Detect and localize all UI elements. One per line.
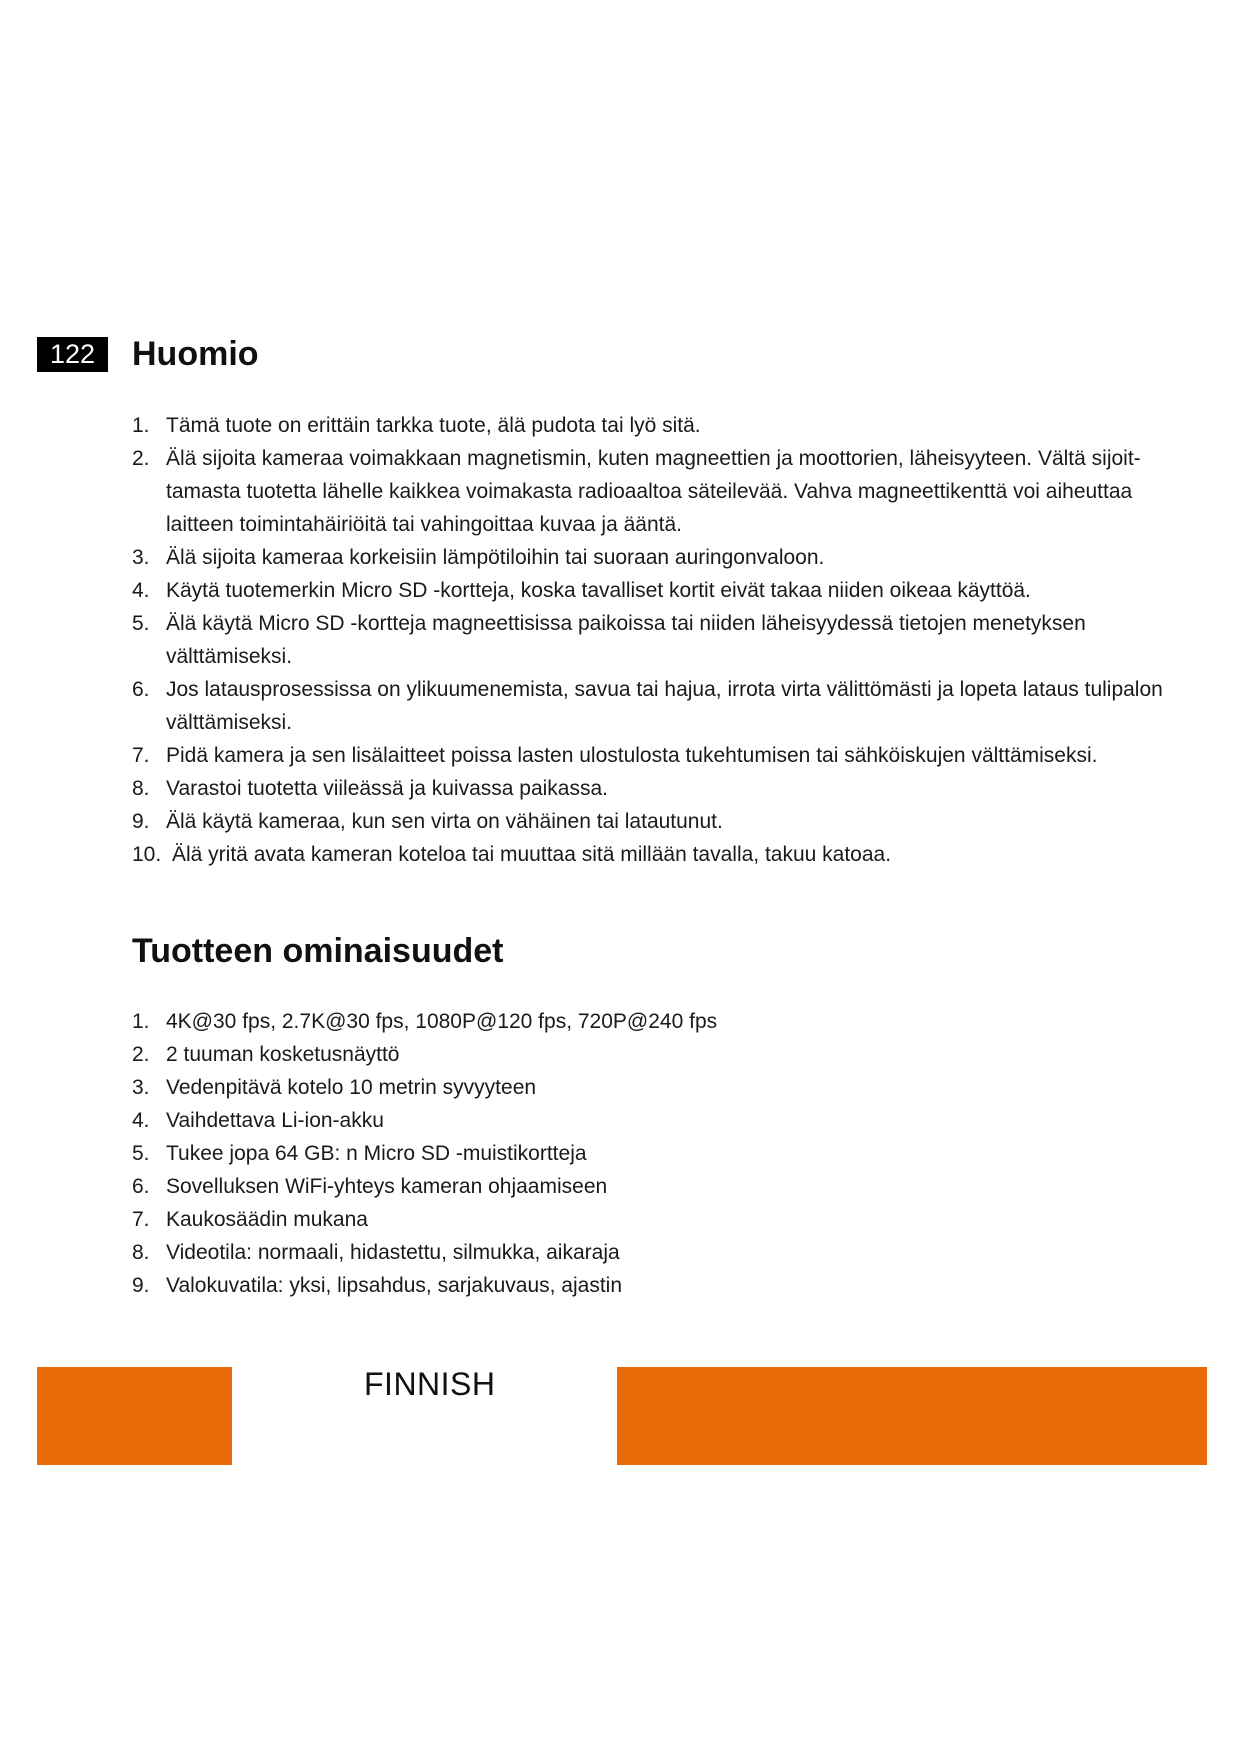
list-item	[132, 409, 1172, 442]
item-text: Älä sijoita kameraa voimakkaan magnetismin, kuten magneettien ja moottorien, läheisyyteen. Vältä sijoit-tamasta tuotetta lähelle kaikkea voimakasta radioaaltoa säteilevää. Vahva magneettikenttä voi aiheuttaa laitteen toimintahäiriöitä tai vahingoittaa kuvaa ja ääntä.	[166, 447, 1141, 536]
list-item	[132, 1038, 1172, 1071]
item-text: Älä yritä avata kameran koteloa tai muuttaa sitä millään tavalla, takuu katoaa.	[172, 843, 892, 866]
item-number: 4.	[132, 579, 150, 602]
list-item	[132, 607, 1172, 673]
item-text: Älä sijoita kameraa korkeisiin lämpötiloihin tai suoraan auringonvaloon.	[166, 546, 825, 569]
footer-accent-bar-right	[617, 1367, 1207, 1465]
item-number: 9.	[132, 1274, 150, 1297]
list-item	[132, 838, 1172, 871]
footer-accent-bar-left	[37, 1367, 232, 1465]
item-text: Sovelluksen WiFi-yhteys kameran ohjaamiseen	[166, 1175, 608, 1198]
item-text: Älä käytä Micro SD -kortteja magneettisissa paikoissa tai niiden läheisyydessä tietojen menetyksen välttämiseksi.	[166, 612, 1086, 668]
notice-list	[132, 409, 1172, 871]
item-number: 3.	[132, 546, 150, 569]
item-number: 6.	[132, 678, 150, 701]
item-number: 3.	[132, 1076, 150, 1099]
item-text: Tukee jopa 64 GB: n Micro SD -muistikortteja	[166, 1142, 587, 1165]
item-text: 4K@30 fps, 2.7K@30 fps, 1080P@120 fps, 720P@240 fps	[166, 1010, 718, 1033]
list-item	[132, 541, 1172, 574]
item-number: 8.	[132, 777, 150, 800]
item-number: 9.	[132, 810, 150, 833]
item-number: 7.	[132, 1208, 150, 1231]
item-text: Videotila: normaali, hidastettu, silmukka, aikaraja	[166, 1241, 620, 1264]
item-number: 10.	[132, 843, 162, 866]
list-item	[132, 772, 1172, 805]
list-item	[132, 673, 1172, 739]
item-text: Jos latausprosessissa on ylikuumenemista, savua tai hajua, irrota virta välittömästi ja lopeta lataus tulipalon välttämiseksi.	[166, 678, 1163, 734]
list-item	[132, 1203, 1172, 1236]
list-item	[132, 442, 1172, 541]
item-number: 2.	[132, 1043, 150, 1066]
item-number: 4.	[132, 1109, 150, 1132]
item-number: 5.	[132, 612, 150, 635]
features-list	[132, 1005, 1172, 1302]
page-number: 122	[37, 337, 108, 372]
list-item	[132, 1236, 1172, 1269]
item-number: 7.	[132, 744, 150, 767]
item-text: Älä käytä kameraa, kun sen virta on vähäinen tai latautunut.	[166, 810, 723, 833]
item-text: Pidä kamera ja sen lisälaitteet poissa lasten ulostulosta tukehtumisen tai sähköiskujen välttämiseksi.	[166, 744, 1098, 767]
item-number: 1.	[132, 414, 150, 437]
list-item	[132, 1005, 1172, 1038]
item-text: Vaihdettava Li-ion-akku	[166, 1109, 384, 1132]
list-item	[132, 1269, 1172, 1302]
item-number: 1.	[132, 1010, 150, 1033]
list-item	[132, 1071, 1172, 1104]
item-number: 8.	[132, 1241, 150, 1264]
list-item	[132, 1137, 1172, 1170]
list-item	[132, 574, 1172, 607]
item-number: 5.	[132, 1142, 150, 1165]
item-text: Valokuvatila: yksi, lipsahdus, sarjakuvaus, ajastin	[166, 1274, 623, 1297]
item-text: Käytä tuotemerkin Micro SD -kortteja, koska tavalliset kortit eivät takaa niiden oikeaa käyttöä.	[166, 579, 1031, 602]
item-number: 6.	[132, 1175, 150, 1198]
language-label: FINNISH	[364, 1366, 496, 1402]
item-text: 2 tuuman kosketusnäyttö	[166, 1043, 400, 1066]
list-item	[132, 739, 1172, 772]
item-text: Vedenpitävä kotelo 10 metrin syvyyteen	[166, 1076, 537, 1099]
section-title-features: Tuotteen ominaisuudet	[132, 932, 504, 970]
item-text: Tämä tuote on erittäin tarkka tuote, älä pudota tai lyö sitä.	[166, 414, 701, 437]
section-title-notice: Huomio	[132, 335, 259, 373]
list-item	[132, 1104, 1172, 1137]
item-text: Kaukosäädin mukana	[166, 1208, 368, 1231]
list-item	[132, 1170, 1172, 1203]
item-number: 2.	[132, 447, 150, 470]
item-text: Varastoi tuotetta viileässä ja kuivassa paikassa.	[166, 777, 609, 800]
list-item	[132, 805, 1172, 838]
